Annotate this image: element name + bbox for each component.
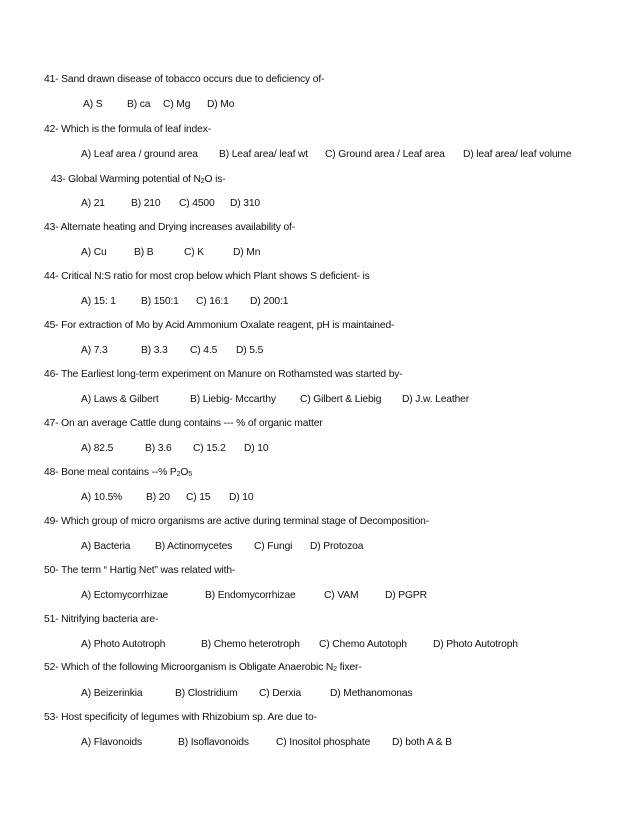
- option-a: A) Photo Autotroph: [81, 639, 166, 650]
- option-d: D) Mo: [207, 99, 235, 110]
- question-46-text: 46- The Earliest long-term experiment on Manure on Rothamsted was started by-: [44, 369, 403, 380]
- subscript: 5: [188, 471, 192, 478]
- option-c: C) 4.5: [190, 345, 218, 356]
- option-d: D) 5.5: [236, 345, 264, 356]
- option-d: D) both A & B: [392, 737, 452, 748]
- question-43b-text: 43- Alternate heating and Drying increases availability of-: [44, 222, 296, 233]
- question-41-text: 41- Sand drawn disease of tobacco occurs due to deficiency of-: [44, 74, 325, 85]
- option-d: D) Protozoa: [310, 541, 364, 552]
- option-a: A) 7.3: [81, 345, 108, 356]
- question-text-part: 43- Global Warming potential of N: [51, 174, 201, 185]
- option-c: C) Derxia: [259, 688, 302, 699]
- question-44-text: 44- Critical N:S ratio for most crop below which Plant shows S deficient- is: [44, 271, 370, 282]
- option-b: B) Isoflavonoids: [178, 737, 249, 748]
- option-d: D) J.w. Leather: [402, 394, 469, 405]
- question-43a-text: [51, 174, 226, 186]
- option-a: A) Beizerinkia: [81, 688, 143, 699]
- option-c: C) Fungi: [254, 541, 293, 552]
- option-d: D) Methanomonas: [330, 688, 413, 699]
- option-b: B) 210: [131, 198, 161, 209]
- option-d: D) Mn: [233, 247, 261, 258]
- question-45-text: 45- For extraction of Mo by Acid Ammonium Oxalate reagent, pH is maintained-: [44, 320, 395, 331]
- question-text-part: O is-: [204, 174, 226, 185]
- option-c: C) Ground area / Leaf area: [325, 149, 445, 160]
- option-d: D) 10: [229, 492, 254, 503]
- option-a: A) 82.5: [81, 443, 114, 454]
- option-d: D) 200:1: [250, 296, 289, 307]
- option-b: B) Leaf area/ leaf wt: [219, 149, 308, 160]
- option-a: A) Laws & Gilbert: [81, 394, 159, 405]
- option-b: B) 3.6: [145, 443, 172, 454]
- option-b: B) 20: [146, 492, 170, 503]
- question-42-text: 42- Which is the formula of leaf index-: [44, 124, 211, 135]
- option-c: C) 15: [186, 492, 211, 503]
- option-b: B) 150:1: [141, 296, 179, 307]
- option-b: B) 3.3: [141, 345, 168, 356]
- option-d: D) leaf area/ leaf volume: [463, 149, 572, 160]
- option-c: C) Gilbert & Liebig: [300, 394, 382, 405]
- question-48-text: [44, 467, 192, 479]
- option-a: A) 10.5%: [81, 492, 123, 503]
- option-b: B) B: [134, 247, 154, 258]
- option-b: B) Clostridium: [175, 688, 238, 699]
- option-d: D) Photo Autotroph: [433, 639, 518, 650]
- option-a: A) Bacteria: [81, 541, 131, 552]
- question-47-text: 47- On an average Cattle dung contains --- % of organic matter: [44, 418, 323, 429]
- option-a: A) 15: 1: [81, 296, 116, 307]
- option-c: C) 16:1: [196, 296, 229, 307]
- option-a: A) S: [83, 99, 103, 110]
- option-a: A) 21: [81, 198, 105, 209]
- question-text-part: O: [180, 467, 189, 478]
- option-a: A) Flavonoids: [81, 737, 143, 748]
- question-text-part: 48- Bone meal contains --% P: [44, 467, 177, 478]
- option-a: A) Leaf area / ground area: [81, 149, 198, 160]
- question-53-text: 53- Host specificity of legumes with Rhizobium sp. Are due to-: [44, 712, 317, 723]
- option-c: C) K: [184, 247, 204, 258]
- option-b: B) Endomycorrhizae: [205, 590, 296, 601]
- option-c: C) 15.2: [193, 443, 226, 454]
- subscript: 2: [200, 178, 205, 185]
- option-d: D) 10: [244, 443, 269, 454]
- option-c: C) Mg: [163, 99, 191, 110]
- option-c: C) Chemo Autotoph: [319, 639, 407, 650]
- option-c: C) 4500: [179, 198, 215, 209]
- subscript: 2: [333, 666, 337, 673]
- question-49-text: 49- Which group of micro organisms are active during terminal stage of Decomposition-: [44, 516, 429, 527]
- option-c: C) VAM: [324, 590, 359, 601]
- option-b: B) ca: [127, 99, 151, 110]
- option-d: D) 310: [230, 198, 261, 209]
- question-text-part: fixer-: [336, 662, 362, 673]
- option-d: D) PGPR: [385, 590, 427, 601]
- option-c: C) Inositol phosphate: [276, 737, 371, 748]
- question-text-part: 52- Which of the following Microorganism is Obligate Anaerobic N: [44, 662, 334, 673]
- option-b: B) Liebig- Mccarthy: [190, 394, 276, 405]
- question-50-text: 50- The term “ Hartig Net” was related with-: [44, 565, 236, 576]
- option-b: B) Chemo heterotroph: [201, 639, 300, 650]
- option-b: B) Actinomycetes: [155, 541, 233, 552]
- option-a: A) Cu: [81, 247, 107, 258]
- question-52-text: [44, 662, 362, 674]
- question-51-text: 51- Nitrifying bacteria are-: [44, 614, 159, 625]
- subscript: 2: [176, 471, 181, 478]
- option-a: A) Ectomycorrhizae: [81, 590, 169, 601]
